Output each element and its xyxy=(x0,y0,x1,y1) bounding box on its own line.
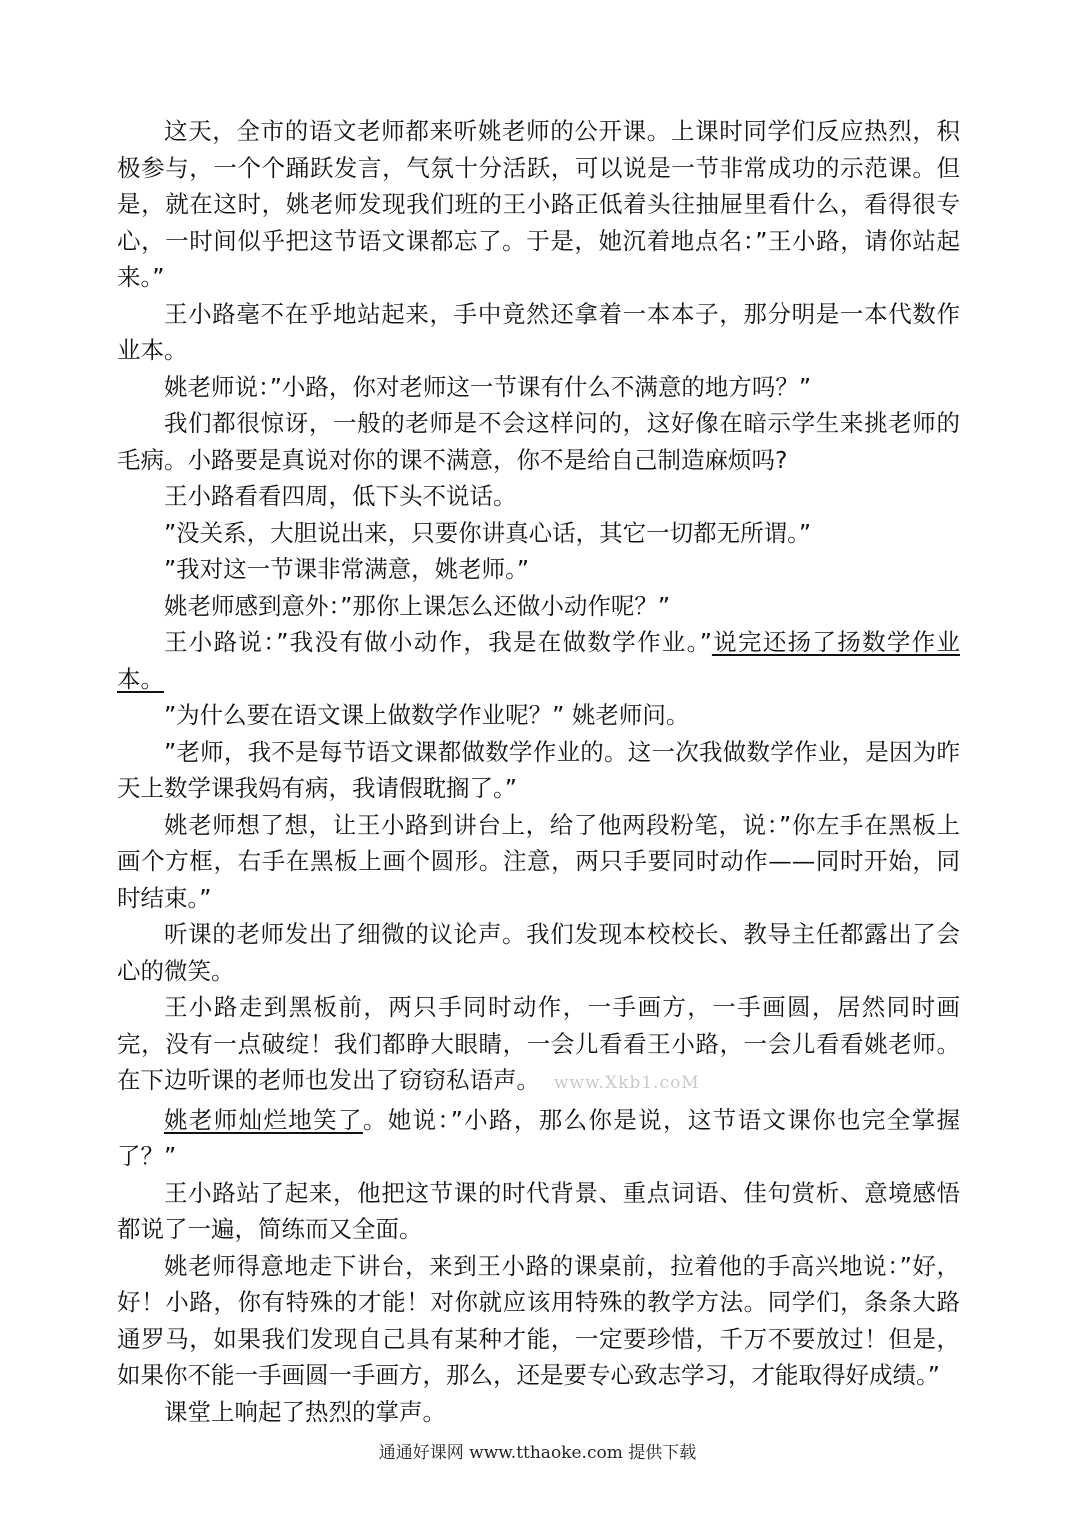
paragraph-11: ”老师，我不是每节语文课都做数学作业的。这一次我做数学作业，是因为昨天上数学课我妈有病，我请假耽搁了。” xyxy=(117,737,960,802)
paragraph-4: 我们都很惊讶，一般的老师是不会这样问的，这好像在暗示学生来挑老师的毛病。小路要是真说对你的课不满意，你不是给自己制造麻烦吗? xyxy=(117,409,960,474)
paragraph-13: 听课的老师发出了细微的议论声。我们发现本校校长、教导主任都露出了会心的微笑。 xyxy=(117,920,960,985)
paragraph-3: 姚老师说：”小路，你对老师这一节课有什么不满意的地方吗？” xyxy=(164,372,812,401)
underlined-sentence: 说完还扬了扬数学作业本。 xyxy=(117,628,960,693)
paragraph-18: 课堂上响起了热烈的掌声。 xyxy=(164,1397,446,1426)
paragraph-6: ”没关系，大胆说出来，只要你讲真心话，其它一切都无所谓。” xyxy=(164,518,812,547)
page-footer: 通通好课网 www.tthaoke.com 提供下载 xyxy=(378,1443,697,1463)
paragraph-9: 王小路说：”我没有做小动作，我是在做数学作业。”说完还扬了扬数学作业本。 xyxy=(117,628,960,693)
paragraph-10: ”为什么要在语文课上做数学作业呢？” 姚老师问。 xyxy=(164,701,690,729)
underlined-phrase: 姚老师灿烂地笑了 xyxy=(164,1105,363,1134)
paragraph-5: 王小路看看四周，低下头不说话。 xyxy=(164,482,517,510)
paragraph-12: 姚老师想了想，让王小路到讲台上，给了他两段粉笔，说：”你左手在黑板上画个方框，右手在黑板上画个圆形。注意，两只手要同时动作——同时开始，同时结束。” xyxy=(117,810,960,912)
paragraph-1: 这天，全市的语文老师都来听姚老师的公开课。上课时同学们反应热烈，积极参与，一个个踊跃发言，气氛十分活跃，可以说是一节非常成功的示范课。但是，就在这时，姚老师发现我们班的王小路正低着头往抽屉里看什么，看得很专心，一时间似乎把这节语文课都忘了。于是，她沉着地点名：”王小路，请你站起来。” xyxy=(117,117,960,291)
story-text xyxy=(117,113,960,1430)
watermark-text: www.Xkb1.coM xyxy=(554,1073,700,1093)
paragraph-2: 王小路毫不在乎地站起来，手中竟然还拿着一本本子，那分明是一本代数作业本。 xyxy=(117,299,960,364)
paragraph-8: 姚老师感到意外：”那你上课怎么还做小动作呢？” xyxy=(164,591,671,620)
paragraph-17: 姚老师得意地走下讲台，来到王小路的课桌前，拉着他的手高兴地说：”好，好！小路，你有特殊的才能！对你就应该用特殊的教学方法。同学们，条条大路通罗马，如果我们发现自己具有某种才能，一定要珍惜，千万不要放过！但是，如果你不能一手画圆一手画方，那么，还是要专心致志学习，才能取得好成绩。” xyxy=(117,1251,960,1389)
paragraph-14: 王小路走到黑板前，两只手同时动作，一手画方，一手画圆，居然同时画完，没有一点破绽！我们都睁大眼睛，一会儿看看王小路，一会儿看看姚老师。在下边听课的老师也发出了窃窃私语声。 www.Xkb1.coM xyxy=(117,993,960,1094)
paragraph-16: 王小路站了起来，他把这节课的时代背景、重点词语、佳句赏析、意境感悟都说了一遍，简练而又全面。 xyxy=(117,1178,960,1243)
paragraph-7: ”我对这一节课非常满意，姚老师。” xyxy=(164,555,530,583)
paragraph-15: 姚老师灿烂地笑了。她说：”小路，那么你是说，这节语文课你也完全掌握了？” xyxy=(117,1105,960,1170)
